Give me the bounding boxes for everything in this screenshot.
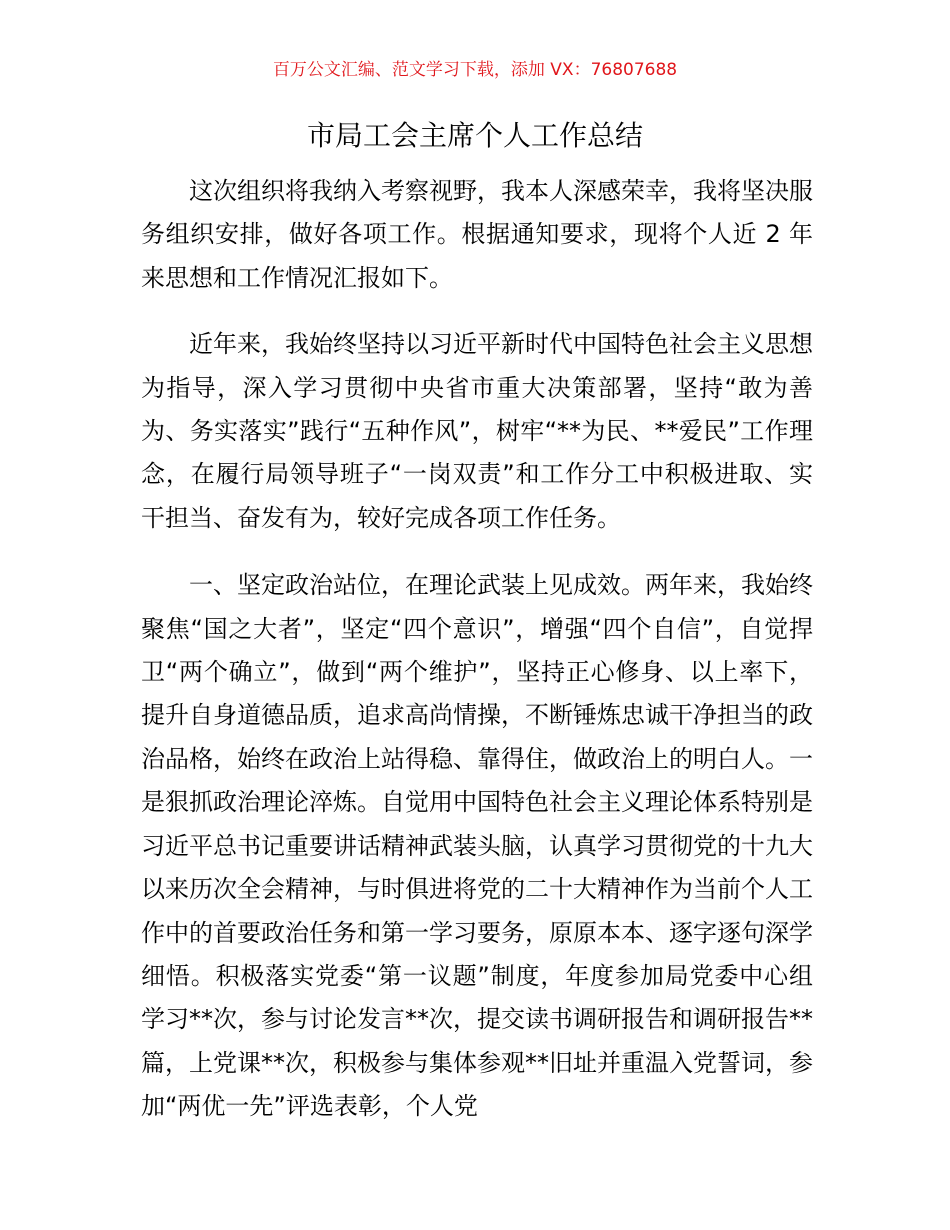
header-watermark-note: 百万公文汇编、范文学习下载，添加 VX：76807688 (272, 60, 678, 80)
document-title: 市局工会主席个人工作总结 (306, 119, 643, 152)
document-body (141, 170, 813, 1129)
paragraph-overview: 近年来，我始终坚持以习近平新时代中国特色社会主义思想为指导，深入学习贯彻中央省市重大决策部署，坚持“敢为善为、务实落实”践行“五种作风”，树牢“**为民、**爱民”工作理念，在履行局领导班子“一岗双责”和工作分工中积极进取、实干担当、奋发有为，较好完成各项工作任务。 (141, 330, 813, 532)
paragraph-section-one: 一、坚定政治站位，在理论武装上见成效。两年来，我始终聚焦“国之大者”，坚定“四个意识”，增强“四个自信”，自觉捍卫“两个确立”，做到“两个维护”，坚持正心修身、以上率下，提升自身道德品质，追求高尚情操，不断锤炼忠诚干净担当的政治品格，始终在政治上站得稳、靠得住，做政治上的明白人。一是狠抓政治理论淬炼。自觉用中国特色社会主义理论体系特别是习近平总书记重要讲话精神武装头脑，认真学习贯彻党的十九大以来历次全会精神，与时俱进将党的二十大精神作为当前个人工作中的首要政治任务和第一学习要务，原原本本、逐字逐句深学细悟。积极落实党委“第一议题”制度，年度参加局党委中心组学习**次，参与讨论发言**次，提交读书调研报告和调研报告**篇，上党课**次，积极参与集体参观**旧址并重温入党誓词，参加“两优一先”评选表彰，个人党 (141, 571, 813, 1121)
paragraph-intro: 这次组织将我纳入考察视野，我本人深感荣幸，我将坚决服务组织安排，做好各项工作。根据通知要求，现将个人近 2 年来思想和工作情况汇报如下。 (141, 177, 813, 292)
